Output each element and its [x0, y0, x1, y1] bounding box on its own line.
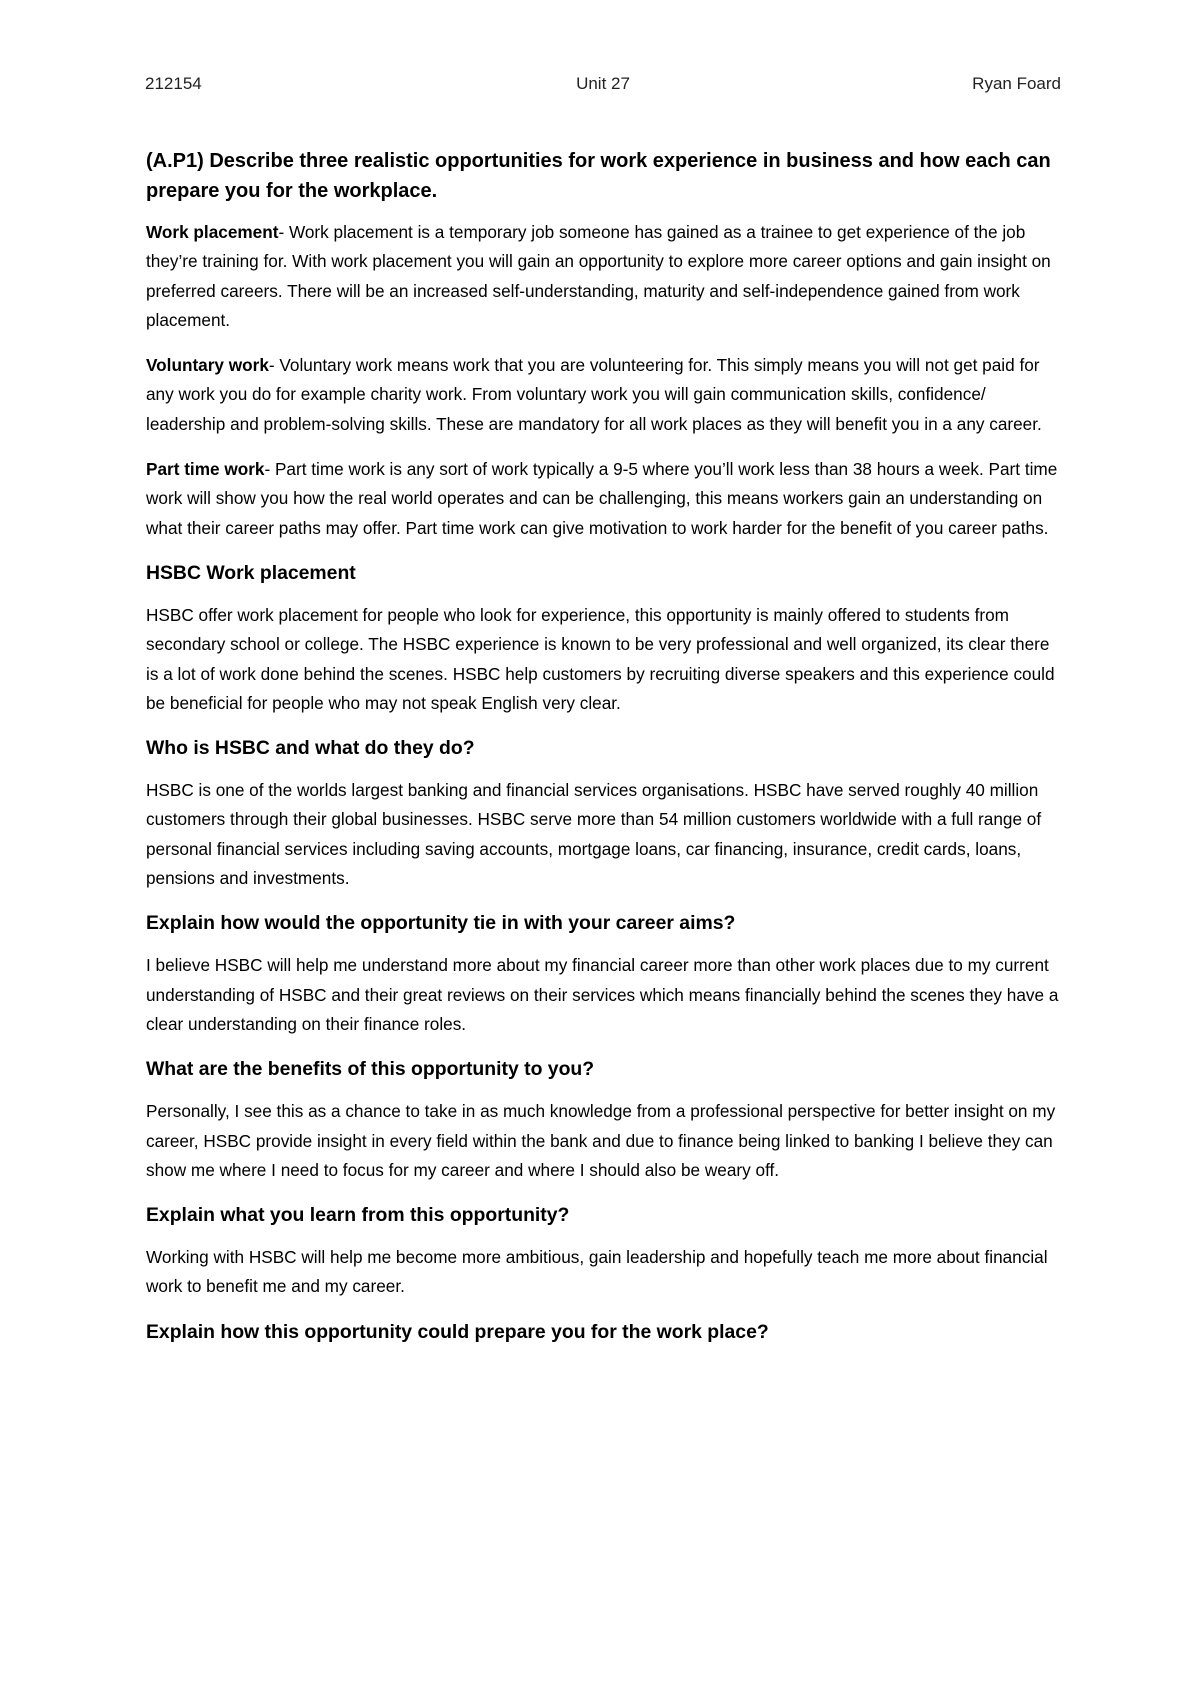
document-body — [146, 146, 1066, 1360]
opportunity-part-time-work — [146, 455, 1066, 543]
section-heading-hsbc-work-placement: HSBC Work placement — [146, 561, 356, 584]
section-heading-what-you-learn: Explain what you learn from this opportunity? — [146, 1204, 570, 1227]
section-body-hsbc-work-placement: HSBC offer work placement for people who look for experience, this opportunity is mainly offered to students from secondary school or college. The HSBC experience is known to be very professional and well organized, its clear there is a lot of work done behind the scenes. HSBC help customers by recruiting diverse speakers and this experience could be beneficial for people who may not speak English very clear. — [146, 604, 1055, 713]
opportunity-term: Work placement — [146, 222, 279, 242]
section-body-benefits: Personally, I see this as a chance to take in as much knowledge from a professional perspective for better insight on my career, HSBC provide insight in every field within the bank and due to finance being linked to banking I believe they can show me where I need to focus for my career and where I should also be weary off. — [146, 1101, 1056, 1180]
opportunity-term: Part time work — [146, 459, 265, 480]
page-header — [145, 74, 1061, 100]
opportunity-work-placement — [146, 218, 1066, 335]
section-heading-benefits: What are the benefits of this opportunity to you? — [146, 1058, 595, 1081]
section-heading-who-is-hsbc: Who is HSBC and what do they do? — [146, 737, 475, 760]
opportunity-term: Voluntary work — [146, 355, 269, 376]
section-heading-career-aims: Explain how would the opportunity tie in with your career aims? — [146, 912, 736, 935]
header-student-id: 212154 — [145, 74, 202, 93]
section-heading-prepare-workplace: Explain how this opportunity could prepare you for the work place? — [146, 1320, 769, 1343]
opportunity-text: - Part time work is any sort of work typically a 9-5 where you’ll work less than 38 hours a week. Part time work will show you how the real world operates and can be challenging, this means workers gain an understanding on what their career paths may offer. Part time work can give motivation to work harder for the benefit of you career paths. — [146, 459, 1058, 538]
header-author: Ryan Foard — [972, 74, 1061, 93]
opportunity-voluntary-work — [146, 351, 1066, 439]
section-body-who-is-hsbc: HSBC is one of the worlds largest banking and financial services organisations. HSBC have served roughly 40 million customers through their global businesses. HSBC serve more than 54 million customers worldwide with a full range of personal financial services including saving accounts, mortgage loans, car financing, insurance, credit cards, loans, pensions and investments. — [146, 780, 1042, 889]
header-unit: Unit 27 — [576, 74, 630, 93]
section-body-what-you-learn: Working with HSBC will help me become more ambitious, gain leadership and hopefully teach me more about financial work to benefit me and my career. — [146, 1247, 1048, 1297]
assignment-title: (A.P1) Describe three realistic opportunities for work experience in business and how each can prepare you for the workplace. — [146, 150, 1051, 202]
section-body-career-aims: I believe HSBC will help me understand more about my financial career more than other work places due to my current understanding of HSBC and their great reviews on their services which means financially behind the scenes they have a clear understanding on their finance roles. — [146, 955, 1059, 1034]
opportunity-text: - Voluntary work means work that you are volunteering for. This simply means you will not get paid for any work you do for example charity work. From voluntary work you will gain communication skills, confidence/ leadership and problem-solving skills. These are mandatory for all work places as they will benefit you in a any career. — [146, 355, 1042, 434]
opportunity-text: - Work placement is a temporary job someone has gained as a trainee to get experience of the job they’re training for. With work placement you will gain an opportunity to explore more career options and gain insight on preferred careers. There will be an increased self-understanding, maturity and self-independence gained from work placement. — [146, 222, 1051, 330]
